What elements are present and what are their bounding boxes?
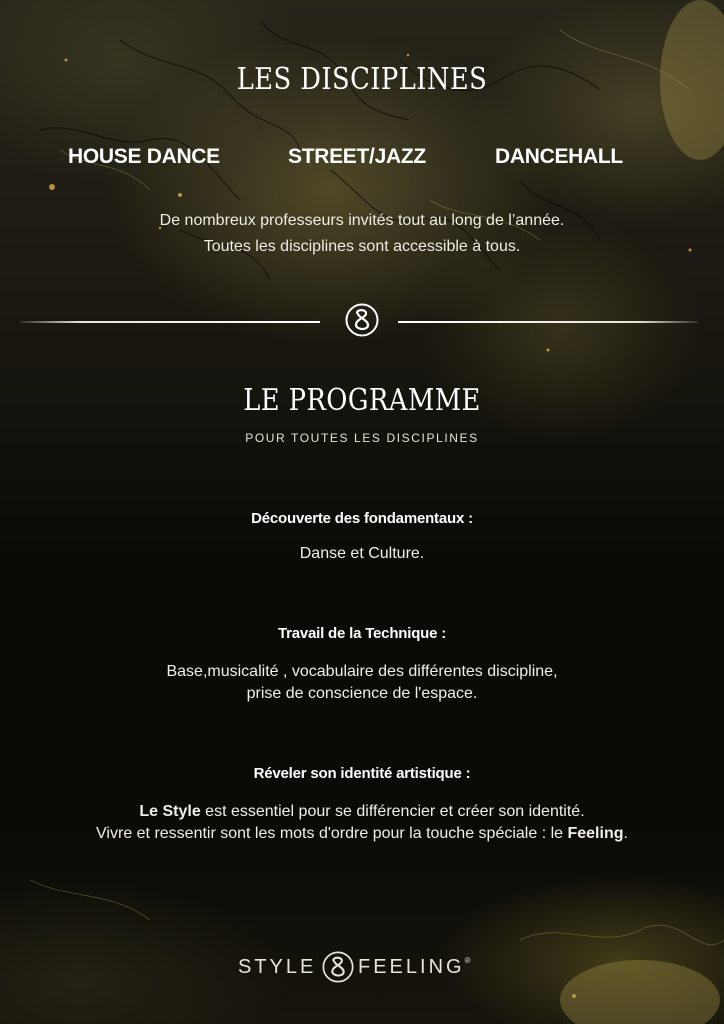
section-title-technique: Travail de la Technique : — [277, 625, 447, 642]
intro-line-1: De nombreux professeurs invités tout au long de l’année. — [159, 212, 565, 229]
disciplines-heading: LES DISCIPLINES — [236, 62, 488, 97]
section-text-fragment: Vivre et ressentir sont les mots d'ordre pour la touche spéciale : le — [96, 825, 568, 842]
registered-mark: ® — [464, 956, 471, 965]
le-style-emphasis: Le Style — [139, 803, 201, 820]
section-title-identite: Réveler son identité artistique : — [253, 765, 471, 782]
intro-line-2: Toutes les disciplines sont accessible à tous. — [203, 238, 521, 255]
style-feeling-monogram-icon — [321, 950, 355, 984]
divider-line-right — [398, 321, 698, 323]
section-text-line: prise de conscience de l'espace. — [246, 685, 478, 702]
discipline-street-jazz: STREET/JAZZ — [288, 145, 426, 168]
section-text-technique — [0, 661, 724, 705]
brand-footer — [0, 950, 724, 986]
section-text-fragment: . — [623, 825, 628, 842]
discipline-house-dance: HOUSE DANCE — [68, 145, 220, 168]
brand-name-style: STYLE — [238, 956, 317, 978]
brand-name-feeling — [358, 956, 470, 979]
disciplines-list — [0, 145, 724, 175]
section-text-line: Base,musicalité , vocabulaire des différentes discipline, — [166, 663, 558, 680]
divider-line-left — [20, 321, 320, 323]
section-title-fondamentaux: Découverte des fondamentaux : — [251, 510, 473, 527]
section-text-identite — [0, 801, 724, 845]
programme-heading: LE PROGRAMME — [243, 383, 481, 418]
section-text-line — [0, 801, 724, 823]
disciplines-intro — [0, 208, 724, 260]
discipline-dancehall: DANCEHALL — [495, 145, 623, 168]
programme-subtitle: POUR TOUTES LES DISCIPLINES — [245, 431, 479, 445]
section-text-line — [0, 823, 724, 845]
feeling-emphasis: Feeling — [567, 825, 624, 842]
style-feeling-monogram-icon — [344, 302, 380, 338]
section-text-line: Danse et Culture. — [299, 545, 425, 562]
section-text-fragment: est essentiel pour se différencier et créer son identité. — [200, 803, 585, 820]
section-text-fondamentaux — [0, 543, 724, 565]
brand-name-feeling-text: FEELING — [358, 956, 465, 978]
